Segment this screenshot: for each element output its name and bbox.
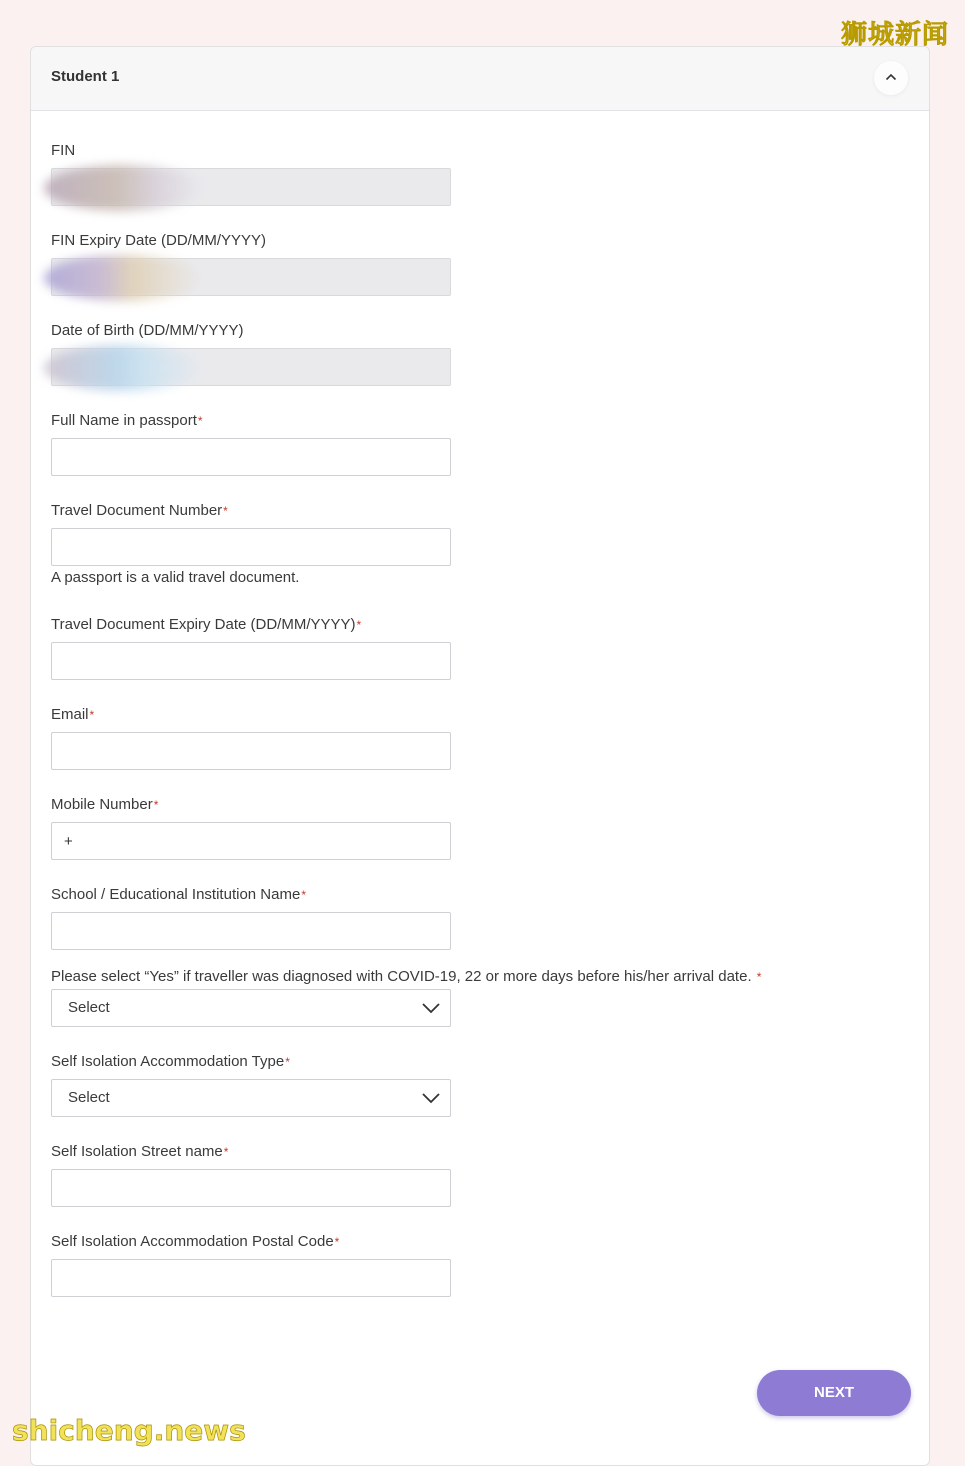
- accommodation-type-selected-value: Select: [68, 1089, 110, 1106]
- full-name-field: [51, 411, 911, 431]
- school-input[interactable]: [51, 912, 451, 950]
- travel-doc-number-input[interactable]: [51, 528, 451, 566]
- email-field: [51, 705, 911, 725]
- watermark-site-text: shicheng.news: [12, 1414, 246, 1447]
- fin-input: [51, 168, 451, 206]
- dob-input: [51, 348, 451, 386]
- street-name-input[interactable]: [51, 1169, 451, 1207]
- travel-doc-expiry-field: [51, 615, 911, 635]
- covid-diagnosed-label: Please select “Yes” if traveller was diagnosed with COVID-19, 22 or more days before his/her arrival date. *: [51, 968, 762, 985]
- postal-code-field: [51, 1232, 911, 1252]
- mobile-field: [51, 795, 911, 815]
- street-name-label: Self Isolation Street name*: [51, 1143, 229, 1160]
- dob-field: [51, 321, 911, 341]
- student-card: [30, 46, 930, 1466]
- fin-expiry-input: [51, 258, 451, 296]
- redacted-blur: [44, 165, 204, 211]
- covid-diagnosed-field: [51, 967, 911, 1016]
- travel-doc-expiry-input[interactable]: [51, 642, 451, 680]
- postal-code-label: Self Isolation Accommodation Postal Code*: [51, 1233, 340, 1250]
- travel-doc-number-field: [51, 501, 911, 586]
- covid-diagnosed-select[interactable]: [51, 989, 451, 1027]
- card-header: [31, 47, 929, 111]
- card-title: Student 1: [51, 68, 120, 85]
- chevron-down-icon: [421, 1001, 441, 1015]
- mobile-label: Mobile Number*: [51, 796, 159, 813]
- full-name-label: Full Name in passport*: [51, 412, 203, 429]
- covid-diagnosed-selected-value: Select: [68, 999, 110, 1016]
- full-name-input[interactable]: [51, 438, 451, 476]
- email-label: Email*: [51, 706, 95, 723]
- travel-doc-number-label: Travel Document Number*: [51, 502, 228, 519]
- accommodation-type-label: Self Isolation Accommodation Type*: [51, 1053, 290, 1070]
- travel-doc-expiry-label: Travel Document Expiry Date (DD/MM/YYYY)*: [51, 616, 362, 633]
- accommodation-type-select[interactable]: [51, 1079, 451, 1117]
- school-field: [51, 885, 911, 905]
- next-button[interactable]: NEXT: [757, 1370, 911, 1416]
- fin-label: FIN: [51, 142, 76, 159]
- fin-expiry-label: FIN Expiry Date (DD/MM/YYYY): [51, 232, 267, 249]
- travel-doc-helper-text: A passport is a valid travel document.: [51, 569, 300, 586]
- collapse-button[interactable]: [874, 61, 908, 95]
- chevron-up-icon: [885, 73, 897, 81]
- email-input[interactable]: [51, 732, 451, 770]
- street-name-field: [51, 1142, 911, 1162]
- chevron-down-icon: [421, 1091, 441, 1105]
- redacted-blur: [44, 255, 204, 301]
- redacted-blur: [44, 345, 204, 391]
- accommodation-type-field: [51, 1052, 911, 1106]
- fin-expiry-field: [51, 231, 911, 251]
- fin-field: [51, 141, 911, 161]
- school-label: School / Educational Institution Name*: [51, 886, 306, 903]
- watermark-logo-text: 狮城新闻: [840, 20, 949, 50]
- postal-code-input[interactable]: [51, 1259, 451, 1297]
- mobile-input[interactable]: [51, 822, 451, 860]
- dob-label: Date of Birth (DD/MM/YYYY): [51, 322, 244, 339]
